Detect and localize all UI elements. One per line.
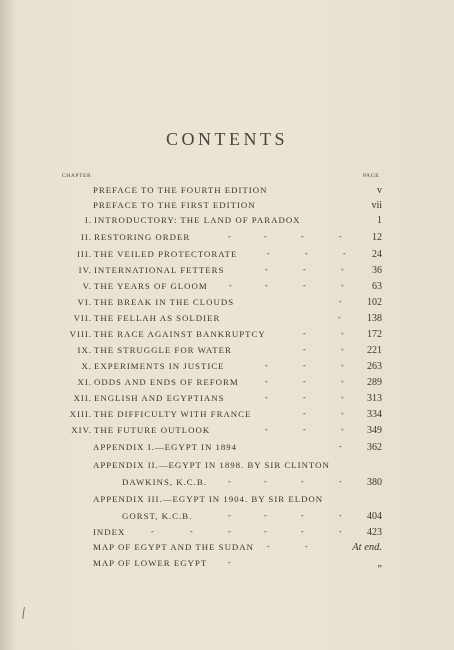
leader-dash: - bbox=[301, 527, 305, 536]
chapter-title: APPENDIX III.—EGYPT IN 1904. BY SIR ELDON bbox=[93, 494, 324, 504]
chapter-number: IV. bbox=[78, 265, 92, 275]
page-number: At end. bbox=[352, 542, 382, 553]
toc-entry bbox=[0, 542, 454, 558]
chapter-title: THE FUTURE OUTLOOK bbox=[94, 425, 211, 435]
leader-dash: - bbox=[341, 377, 345, 386]
leader-dash: - bbox=[341, 393, 345, 402]
toc-entry bbox=[0, 409, 454, 425]
leader-dash: - bbox=[228, 558, 232, 567]
chapter-number: X. bbox=[81, 361, 92, 371]
chapter-number: V. bbox=[82, 281, 92, 291]
leader-dash: - bbox=[343, 249, 347, 258]
chapter-number: XI. bbox=[77, 377, 92, 387]
chapter-title: DAWKINS, K.C.B. bbox=[122, 477, 207, 487]
chapter-number: VII. bbox=[73, 313, 92, 323]
leader-dash: - bbox=[303, 281, 307, 290]
leader-dash: - bbox=[267, 542, 271, 551]
leader-dash: - bbox=[265, 265, 269, 274]
leader-dash: - bbox=[339, 527, 343, 536]
leader-dash: - bbox=[303, 409, 307, 418]
leader-dash: - bbox=[303, 393, 307, 402]
toc-entry bbox=[0, 265, 454, 281]
page-number: 263 bbox=[367, 361, 382, 372]
page-number: 423 bbox=[367, 527, 382, 538]
chapter-title: THE BREAK IN THE CLOUDS bbox=[94, 297, 235, 307]
toc-entry bbox=[0, 442, 454, 458]
chapter-title: THE STRUGGLE FOR WATER bbox=[94, 345, 232, 355]
toc-entry bbox=[0, 249, 454, 265]
leader-dash: - bbox=[341, 425, 345, 434]
toc-entry bbox=[0, 558, 454, 574]
chapter-title: INTERNATIONAL FETTERS bbox=[94, 265, 225, 275]
chapter-column-header: CHAPTER bbox=[62, 173, 92, 179]
page-number: 1 bbox=[377, 215, 382, 226]
leader-dash: - bbox=[305, 542, 309, 551]
leader-dash: - bbox=[339, 232, 343, 241]
toc-entry bbox=[0, 460, 454, 476]
chapter-number: VI. bbox=[77, 297, 92, 307]
leader-dash: - bbox=[228, 232, 232, 241]
toc-entry bbox=[0, 511, 454, 527]
leader-dash: - bbox=[338, 313, 342, 322]
chapter-title: PREFACE TO THE FIRST EDITION bbox=[93, 200, 256, 210]
leader-dash: - bbox=[303, 345, 307, 354]
toc-entry bbox=[0, 185, 454, 201]
page-number: 289 bbox=[367, 377, 382, 388]
chapter-title: MAP OF EGYPT AND THE SUDAN bbox=[93, 542, 254, 552]
leader-dash: - bbox=[339, 511, 343, 520]
leader-dash: - bbox=[339, 297, 343, 306]
toc-entry bbox=[0, 477, 454, 493]
page-number: 380 bbox=[367, 477, 382, 488]
page-number: 334 bbox=[367, 409, 382, 420]
chapter-title: INDEX bbox=[93, 527, 126, 537]
leader-dash: - bbox=[265, 425, 269, 434]
leader-dash: - bbox=[301, 477, 305, 486]
leader-dash: - bbox=[265, 361, 269, 370]
chapter-title: RESTORING ORDER bbox=[94, 232, 191, 242]
page-number: 349 bbox=[367, 425, 382, 436]
chapter-number: III. bbox=[77, 249, 92, 259]
leader-dash: - bbox=[303, 377, 307, 386]
chapter-title: INTRODUCTORY: THE LAND OF PARADOX bbox=[94, 215, 301, 225]
margin-mark bbox=[22, 607, 25, 619]
chapter-number: XIV. bbox=[71, 425, 92, 435]
leader-dash: - bbox=[341, 329, 345, 338]
leader-dash: - bbox=[190, 527, 194, 536]
leader-dash: - bbox=[341, 345, 345, 354]
leader-dash: - bbox=[341, 265, 345, 274]
page-number: 362 bbox=[367, 442, 382, 453]
leader-dash: - bbox=[305, 249, 309, 258]
leader-dash: - bbox=[265, 281, 269, 290]
chapter-title: ODDS AND ENDS OF REFORM bbox=[94, 377, 239, 387]
leader-dash: - bbox=[151, 527, 155, 536]
page-number: 138 bbox=[367, 313, 382, 324]
leader-dash: - bbox=[265, 377, 269, 386]
leader-dash: - bbox=[341, 409, 345, 418]
chapter-title: EXPERIMENTS IN JUSTICE bbox=[94, 361, 225, 371]
page-number: 221 bbox=[367, 345, 382, 356]
page-number: 36 bbox=[372, 265, 382, 276]
chapter-number: II. bbox=[80, 232, 92, 242]
page-number: v bbox=[377, 185, 382, 196]
leader-dash: - bbox=[228, 527, 232, 536]
page-number: 102 bbox=[367, 297, 382, 308]
leader-dash: - bbox=[267, 249, 271, 258]
chapter-title: THE DIFFICULTY WITH FRANCE bbox=[94, 409, 252, 419]
page-title: CONTENTS bbox=[166, 129, 288, 149]
leader-dash: - bbox=[301, 511, 305, 520]
leader-dash: - bbox=[265, 393, 269, 402]
leader-dash: - bbox=[301, 232, 305, 241]
toc-entry bbox=[0, 361, 454, 377]
toc-entry bbox=[0, 281, 454, 297]
leader-dash: - bbox=[341, 281, 345, 290]
chapter-title: ENGLISH AND EGYPTIANS bbox=[94, 393, 225, 403]
page-number: „ bbox=[377, 558, 382, 569]
toc-entry bbox=[0, 329, 454, 345]
chapter-title: THE YEARS OF GLOOM bbox=[94, 281, 208, 291]
chapter-title: MAP OF LOWER EGYPT bbox=[93, 558, 208, 568]
toc-entry bbox=[0, 377, 454, 393]
chapter-title: THE VEILED PROTECTORATE bbox=[94, 249, 238, 259]
leader-dash: - bbox=[228, 511, 232, 520]
chapter-title: GORST, K.C.B. bbox=[122, 511, 193, 521]
toc-entry bbox=[0, 494, 454, 510]
chapter-title: THE FELLAH AS SOLDIER bbox=[94, 313, 221, 323]
page-number: 172 bbox=[367, 329, 382, 340]
leader-dash: - bbox=[264, 232, 268, 241]
page-number: 404 bbox=[367, 511, 382, 522]
toc-entry bbox=[0, 425, 454, 441]
page-number: 63 bbox=[372, 281, 382, 292]
chapter-title: PREFACE TO THE FOURTH EDITION bbox=[93, 185, 268, 195]
chapter-number: I. bbox=[84, 215, 92, 225]
leader-dash: - bbox=[339, 442, 343, 451]
page-column-header: PAGE bbox=[363, 173, 380, 179]
toc-entry bbox=[0, 393, 454, 409]
leader-dash: - bbox=[303, 361, 307, 370]
toc-entry bbox=[0, 313, 454, 329]
toc-entry bbox=[0, 200, 454, 216]
page-number: 313 bbox=[367, 393, 382, 404]
leader-dash: - bbox=[229, 281, 233, 290]
toc-entry bbox=[0, 215, 454, 231]
leader-dash: - bbox=[228, 477, 232, 486]
toc-entry bbox=[0, 297, 454, 313]
page-number: 12 bbox=[372, 232, 382, 243]
chapter-number: VIII. bbox=[69, 329, 92, 339]
chapter-title: APPENDIX II.—EGYPT IN 1898. BY SIR CLINTON bbox=[93, 460, 330, 470]
leader-dash: - bbox=[264, 477, 268, 486]
chapter-title: THE RACE AGAINST BANKRUPTCY bbox=[94, 329, 266, 339]
leader-dash: - bbox=[303, 329, 307, 338]
chapter-title: APPENDIX I.—EGYPT IN 1894 bbox=[93, 442, 238, 452]
toc-entry bbox=[0, 527, 454, 543]
leader-dash: - bbox=[264, 511, 268, 520]
toc-entry bbox=[0, 232, 454, 248]
leader-dash: - bbox=[264, 527, 268, 536]
page-number: 24 bbox=[372, 249, 382, 260]
toc-entry bbox=[0, 345, 454, 361]
chapter-number: XIII. bbox=[69, 409, 92, 419]
leader-dash: - bbox=[341, 361, 345, 370]
leader-dash: - bbox=[303, 425, 307, 434]
page-number: vii bbox=[371, 200, 382, 211]
leader-dash: - bbox=[339, 477, 343, 486]
chapter-number: IX. bbox=[77, 345, 92, 355]
leader-dash: - bbox=[303, 265, 307, 274]
chapter-number: XII. bbox=[73, 393, 92, 403]
